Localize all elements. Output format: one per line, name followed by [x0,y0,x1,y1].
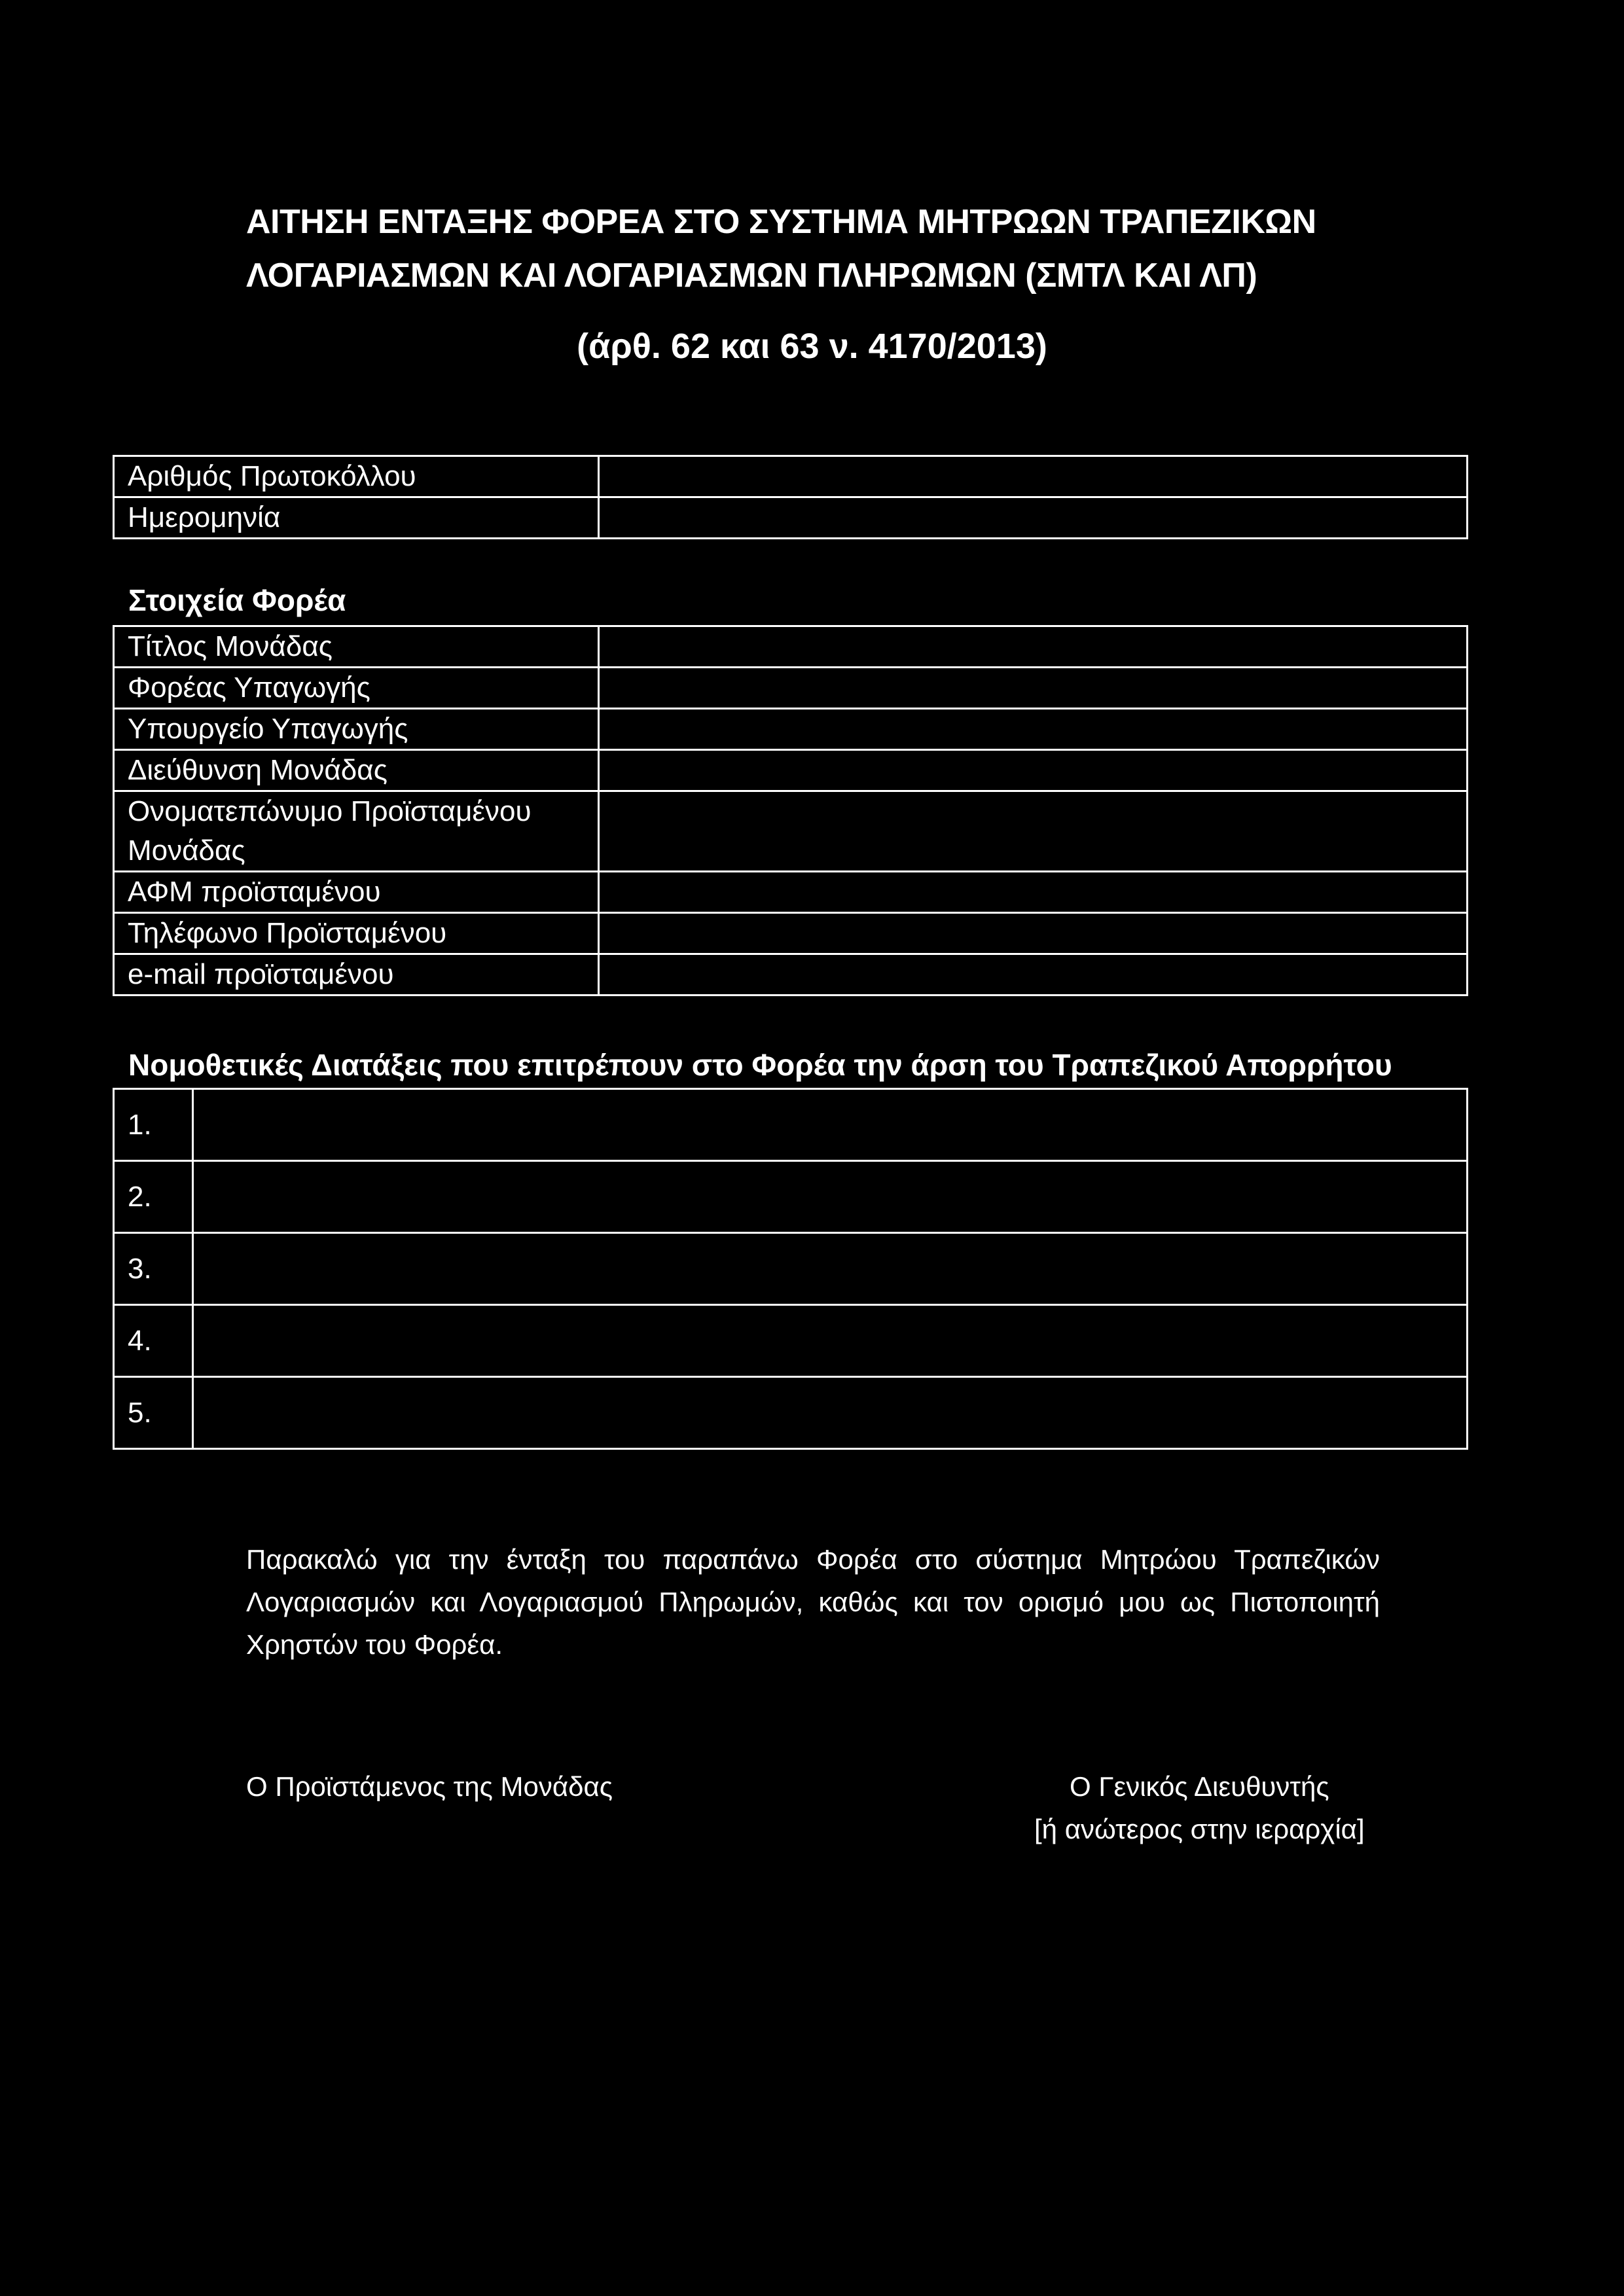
date-label: Ημερομηνία [114,497,599,539]
head-name-label: Ονοματεπώνυμο Προϊσταμένου Μονάδας [114,791,599,872]
legal-row [114,1305,1468,1377]
legal-row-field[interactable] [193,1377,1468,1449]
legal-row-field[interactable] [193,1161,1468,1233]
head-name-field[interactable] [599,791,1468,872]
entity-row [114,872,1468,913]
head-tax-id-field[interactable] [599,872,1468,913]
title-line-2: ΛΟΓΑΡΙΑΣΜΩΝ ΚΑΙ ΛΟΓΑΡΙΑΣΜΩΝ ΠΛΗΡΩΜΩΝ (ΣΜΤΛ ΚΑΙ ΛΠ) [246,257,1257,295]
head-phone-label: Τηλέφωνο Προϊσταμένου [114,913,599,954]
entity-section-heading: Στοιχεία Φορέα [128,583,346,617]
protocol-row [114,456,1468,497]
entity-row [114,750,1468,791]
legal-row-number: 1. [114,1089,193,1161]
ministry-label: Υπουργείο Υπαγωγής [114,709,599,750]
legal-row-number: 2. [114,1161,193,1233]
unit-head-signature-label: Ο Προϊστάμενος της Μονάδας [246,1771,613,1802]
legal-row-field[interactable] [193,1089,1468,1161]
parent-entity-label: Φορέας Υπαγωγής [114,668,599,709]
entity-row [114,668,1468,709]
unit-address-field[interactable] [599,750,1468,791]
legal-row [114,1089,1468,1161]
date-field[interactable] [599,497,1468,539]
protocol-row [114,497,1468,539]
unit-title-field[interactable] [599,626,1468,668]
parent-entity-field[interactable] [599,668,1468,709]
entity-row [114,791,1468,872]
protocol-table [113,455,1468,539]
legal-provisions-table [113,1088,1468,1450]
legal-row [114,1161,1468,1233]
head-email-label: e-mail προϊσταμένου [114,954,599,996]
protocol-number-field[interactable] [599,456,1468,497]
legal-section-heading: Νομοθετικές Διατάξεις που επιτρέπουν στο Φορέα την άρση του Τραπεζικού Απορρήτου [128,1048,1392,1082]
general-director-label: Ο Γενικός Διευθυντής [1070,1771,1329,1802]
legal-row-number: 4. [114,1305,193,1377]
entity-table [113,625,1468,996]
legal-row-number: 3. [114,1233,193,1305]
general-director-signature-block [1034,1765,1365,1850]
legal-row-field[interactable] [193,1233,1468,1305]
unit-title-label: Τίτλος Μονάδας [114,626,599,668]
title-line-1: ΑΙΤΗΣΗ ΕΝΤΑΞΗΣ ΦΟΡΕΑ ΣΤΟ ΣΥΣΤΗΜΑ ΜΗΤΡΩΩΝ ΤΡΑΠΕΖΙΚΩΝ [246,203,1316,241]
unit-address-label: Διεύθυνση Μονάδας [114,750,599,791]
legal-row-field[interactable] [193,1305,1468,1377]
entity-row [114,954,1468,996]
legal-row [114,1233,1468,1305]
head-phone-field[interactable] [599,913,1468,954]
ministry-field[interactable] [599,709,1468,750]
protocol-number-label: Αριθμός Πρωτοκόλλου [114,456,599,497]
entity-row [114,709,1468,750]
higher-hierarchy-note: [ή ανώτερος στην ιεραρχία] [1034,1814,1365,1844]
head-email-field[interactable] [599,954,1468,996]
document-title [246,195,1398,302]
head-tax-id-label: ΑΦΜ προϊσταμένου [114,872,599,913]
entity-row [114,626,1468,668]
request-paragraph: Παρακαλώ για την ένταξη του παραπάνω Φορέα στο σύστημα Μητρώου Τραπεζικών Λογαριασμών και Λογαριασμού Πληρωμών, καθώς και τον ορισμό μου ως Πιστοποιητή Χρηστών του Φορέα. [246,1544,1380,1660]
legal-row [114,1377,1468,1449]
document-subtitle: (άρθ. 62 και 63 ν. 4170/2013) [577,327,1047,366]
entity-row [114,913,1468,954]
legal-row-number: 5. [114,1377,193,1449]
